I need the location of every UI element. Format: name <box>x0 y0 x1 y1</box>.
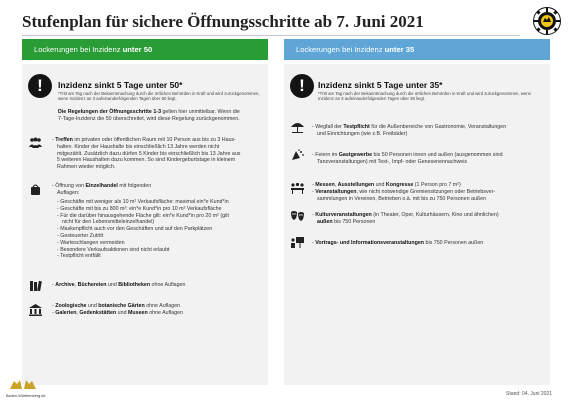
messen-bold: Messen <box>315 182 335 188</box>
lions-mark <box>6 378 40 394</box>
feiern-post: bis 50 Personen innen und außen (ausgenommen sind <box>372 152 503 158</box>
kultur-bold: Kulturveranstaltungen <box>315 212 372 218</box>
buecherei-bold: Büchereien <box>77 282 107 288</box>
kongress-bold: Kongresse <box>385 182 414 188</box>
zoo-text: - Zoologische und botanische Gärten ohne Auflagen - Galerien, Gedenkstätten und Museen ohne Auflagen <box>52 303 184 316</box>
sep: und <box>116 309 128 316</box>
warn-heading: Inzidenz sinkt 5 Tage unter 50* <box>58 80 183 90</box>
testpflicht-bold: Testpflicht <box>343 124 370 130</box>
band-under-35 <box>284 39 550 60</box>
list-item: - Warteschlangen vermeiden <box>57 239 125 246</box>
list-item: - Besondere Verkaufsaktionen sind nicht erlaubt <box>57 246 170 253</box>
sep: und <box>86 303 99 309</box>
testpflicht-text: - Wegfall der Testpflicht für die Außenbereiche von Gastronomie, Veranstaltungen und Einrichtungen (wie z.B. Freibäder) <box>312 124 547 138</box>
einzelhandel-text: - Öffnung von Einzelhandel mit folgenden Auflagen: <box>52 183 264 197</box>
sep: , <box>76 309 80 316</box>
archive-text: - Archive, Büchereien und Bibliotheken ohne Auflagen <box>52 282 186 288</box>
band-label-bold: unter 35 <box>384 45 415 54</box>
beach-umbrella-icon <box>290 121 305 133</box>
intro-rest: gelten hier unmittelbar. Wenn die <box>161 109 240 115</box>
bibliothek-bold: Bibliotheken <box>118 282 151 288</box>
ausstellung-bold: Ausstellungen <box>337 182 375 188</box>
presentation-icon <box>290 236 305 248</box>
einzelhandel-bold: Einzelhandel <box>85 183 118 189</box>
shopping-bag-icon <box>28 183 43 195</box>
messen-post: (1 Person pro 7 m²) <box>413 182 461 188</box>
treffen-line: halten. Kinder der Haushalte bis einschließlich 13 Jahre werden nicht <box>57 143 220 150</box>
people-group-icon <box>28 137 43 149</box>
sep: und <box>374 182 386 188</box>
zoo-bold: Zoologische <box>55 303 87 309</box>
treffen-text: - Treffen im privaten oder öffentlichen Raum mit 10 Person aus bis zu 3 Haus- halten. Kinder der Haushalte bis einschließlich 13 Jahre werden nicht mitgezählt. Zusätzlich dazu dürfen 5 Kinder bis einschließlich bis 13 Jahre aus 5 weiteren Haushalten dazu kommen. So sind Kindergeburtstage in kleinem Rahmen wieder möglich. <box>52 137 264 171</box>
testpflicht-post: für die Außenbereiche von Gastronomie, Veranstaltungen <box>369 124 507 130</box>
intro-bold: Die Regelungen der Öffnungsschritte 1-3 <box>58 109 162 115</box>
warn-note: *Tritt am Tag nach der Bekanntmachung durch die örtlichen Behörden in Kraft und wird zurückgenommen, wenn Inzidenz an 3 aufeinanderfolgenden Tagen über 50 liegt. <box>58 91 260 102</box>
kultur-aussen-bold: außen <box>317 218 333 225</box>
theater-masks-icon <box>290 210 305 222</box>
books-icon <box>28 280 43 292</box>
garden-bold: botanische Gärten <box>98 303 145 309</box>
veranstaltung-line3: sammlungen in Vereinen, Betrieben o.ä. mit bis zu 750 Personen außen <box>317 195 487 202</box>
feiern-line2: Tanzveranstaltungen) mit Test-, Impf- oder Genesenennachweis <box>317 158 468 165</box>
sep: , <box>74 282 78 288</box>
list-item: - Geschäfte mit bis zu 800 m²: ein*e Kund*in pro 10 m² Verkaufsfläche <box>57 205 222 212</box>
treffen-line: 5 weiteren Haushalten dazu kommen. So sind Kindergeburtstage in kleinem <box>57 157 236 164</box>
page-title: Stufenplan für sichere Öffnungsschritte ab 7. Juni 2021 <box>22 12 424 31</box>
crest-icon <box>532 6 562 36</box>
treffen-line: mitgezählt. Zusätzlich dazu dürfen 5 Kinder bis einschließlich bis 13 Jahre aus <box>57 150 241 157</box>
archive-post: ohne Auflagen <box>150 282 186 288</box>
einzelhandel-post: mit folgenden <box>117 183 152 189</box>
testpflicht-pre: Wegfall der <box>315 124 344 130</box>
veranstaltung-bold: Veranstaltungen <box>315 188 357 195</box>
intro-line2: 7-Tage-Inzidenz die 50 überschreitet, wird diese Regelung zurückgenommen. <box>58 115 240 122</box>
logo-text: Baden-Württemberg.de <box>6 394 46 398</box>
band-label: Lockerungen bei Inzidenz <box>296 45 385 54</box>
treffen-line: Rahmen wieder möglich. <box>57 164 116 171</box>
list-item: - Für die darüber hinausgehende Fläche gilt: ein*e Kund*in pro 20 m² (gilt <box>57 212 229 219</box>
sep: , <box>334 182 338 188</box>
exclamation-icon: ! <box>290 74 314 98</box>
party-icon <box>290 149 305 161</box>
warn-heading: Inzidenz sinkt 5 Tage unter 35* <box>318 80 443 90</box>
feiern-text: - Feiern im Gastgewerbe bis 50 Personen innen und außen (ausgenommen sind Tanzveranstaltungen) mit Test-, Impf- oder Genesenennachweis <box>312 152 547 166</box>
einzelhandel-list <box>57 199 262 260</box>
gedenk-bold: Gedenkstätten <box>79 309 117 316</box>
band-label: Lockerungen bei Inzidenz <box>34 45 123 54</box>
feiern-pre: Feiern im <box>315 152 339 158</box>
testpflicht-line2: und Einrichtungen (wie z.B. Freibäder) <box>317 130 408 137</box>
band-under-50 <box>22 39 268 60</box>
list-item: nicht für den Lebensmitteleinzelhandel) <box>62 219 155 226</box>
title-divider <box>22 35 520 36</box>
kultur-post: (in Theater, Oper, Kulturhäusern, Kino und ähnlichen) <box>371 212 499 218</box>
einzelhandel-line2: Auflagen: <box>57 189 80 196</box>
zoo-post: ohne Auflagen <box>147 309 184 316</box>
vortrag-text: - Vortrags- und Informationsveranstaltungen bis 750 Personen außen <box>312 240 484 246</box>
exclamation-icon: ! <box>28 74 52 98</box>
einzelhandel-pre: Öffnung von <box>55 183 86 189</box>
museum-icon <box>28 304 43 316</box>
treffen-line: im privaten oder öffentlichen Raum mit 10 Person aus bis zu 3 Haus- <box>72 137 236 143</box>
conference-icon <box>290 182 305 194</box>
veranstaltung-post: , wie nicht notwendige Gremiensitzungen oder Betriebsver- <box>356 188 496 195</box>
band-label-bold: unter 50 <box>122 45 153 54</box>
messen-text: - Messen, Ausstellungen und Kongresse (1 Person pro 7 m²) - Veranstaltungen, wie nicht notwendige Gremiensitzungen oder Betriebsver- sammlungen in Vereinen, Betrieben o.ä. mit bis zu 750 Personen außen <box>312 182 547 202</box>
list-item: - Maskenpflicht auch vor den Geschäften und auf den Parkplätzen <box>57 226 213 233</box>
list-item: - Geschäfte mit weniger als 10 m² Verkaufsfläche: maximal ein*e Kund*in <box>57 199 229 205</box>
feiern-bold: Gastgewerbe <box>338 152 373 158</box>
list-item: - Gesteuerter Zutritt <box>57 232 104 239</box>
vortrag-bold: Vortrags- und Informationsveranstaltungen <box>315 240 425 246</box>
galerie-bold: Galerien <box>55 309 77 316</box>
kultur-line2: bis 750 Personen <box>332 218 376 225</box>
archive-bold: Archive <box>55 282 75 288</box>
warn-note: *Tritt am Tag nach der Bekanntmachung durch die örtlichen Behörden in Kraft und wird zurückgenommen, wenn Inzidenz an 3 aufeinanderfolgenden Tagen über 35 liegt. <box>318 91 532 102</box>
museen-bold: Museen <box>127 309 148 316</box>
intro-text <box>58 109 263 123</box>
list-item: - Testpflicht entfällt <box>57 253 101 260</box>
vortrag-post: bis 750 Personen außen <box>424 240 484 246</box>
lions-logo <box>6 378 46 398</box>
sep: und <box>106 282 119 288</box>
treffen-bold: Treffen <box>55 137 73 143</box>
zoo-post: ohne Auflagen <box>144 303 181 309</box>
stand-date: Stand: 04. Juni 2021 <box>506 391 552 397</box>
kultur-text: - Kulturveranstaltungen (in Theater, Oper, Kulturhäusern, Kino und ähnlichen) außen bis 750 Personen <box>312 212 499 225</box>
